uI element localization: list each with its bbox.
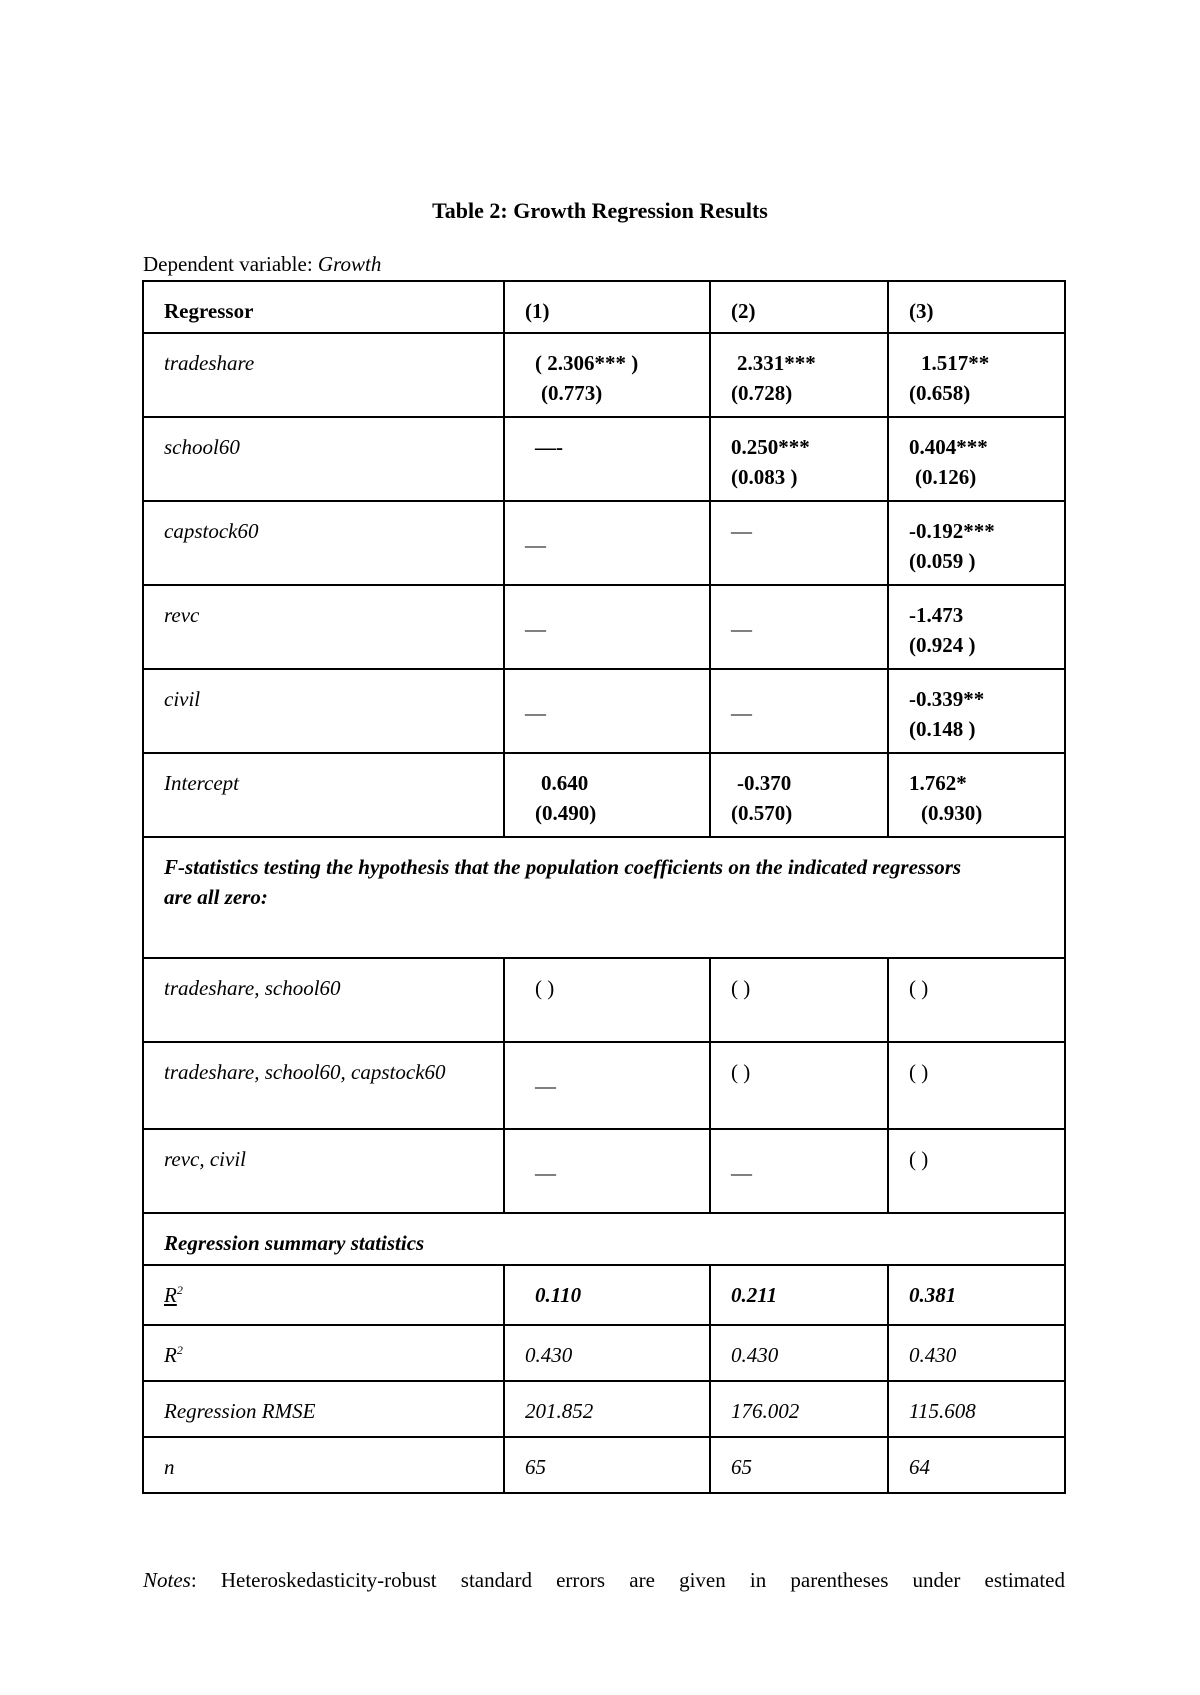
summary-label: n xyxy=(143,1437,504,1493)
summary-cell: 115.608 xyxy=(888,1381,1065,1437)
summary-label: Regression RMSE xyxy=(143,1381,504,1437)
notes-text: : Heteroskedasticity-robust standard errors are given in parentheses under estimated xyxy=(190,1568,1065,1592)
table-header-row xyxy=(143,281,1065,333)
summary-cell: 201.852 xyxy=(504,1381,710,1437)
coef-cell: — xyxy=(504,501,710,585)
coef-cell: — xyxy=(504,585,710,669)
regressor-name: capstock60 xyxy=(143,501,504,585)
fstat-cell: — xyxy=(504,1042,710,1129)
dependent-variable xyxy=(143,252,381,277)
table-row xyxy=(143,333,1065,417)
table-row xyxy=(143,501,1065,585)
coef-cell: — xyxy=(710,669,888,753)
table-row xyxy=(143,958,1065,1042)
summary-header-text: Regression summary statistics xyxy=(143,1213,1065,1265)
coef-cell: -0.192*** (0.059 ) xyxy=(888,501,1065,585)
table-row xyxy=(143,1042,1065,1129)
table-row xyxy=(143,1129,1065,1213)
coef-cell: — xyxy=(710,501,888,585)
coef-cell: 1.517** (0.658) xyxy=(888,333,1065,417)
fstat-cell: ( ) xyxy=(710,958,888,1042)
regression-table xyxy=(142,280,1066,1494)
header-col-2: (2) xyxy=(710,281,888,333)
header-regressor: Regressor xyxy=(143,281,504,333)
table-row xyxy=(143,1325,1065,1381)
coef-cell: 0.250*** (0.083 ) xyxy=(710,417,888,501)
coef-cell: — xyxy=(504,669,710,753)
summary-cell: 0.211 xyxy=(710,1265,888,1325)
header-col-3: (3) xyxy=(888,281,1065,333)
summary-label: $R^2$ xyxy=(143,1325,504,1381)
regressor-name: school60 xyxy=(143,417,504,501)
coef-cell: 0.404*** (0.126) xyxy=(888,417,1065,501)
table-notes xyxy=(143,1568,1065,1593)
regressor-name: tradeshare xyxy=(143,333,504,417)
summary-section-header xyxy=(143,1213,1065,1265)
fstat-regressors: tradeshare, school60 xyxy=(143,958,504,1042)
summary-cell: 0.430 xyxy=(504,1325,710,1381)
table-title: Table 2: Growth Regression Results xyxy=(432,198,768,223)
table-row xyxy=(143,1265,1065,1325)
fstat-cell: ( ) xyxy=(888,1042,1065,1129)
summary-cell: 0.430 xyxy=(710,1325,888,1381)
coef-cell: 0.640 (0.490) xyxy=(504,753,710,837)
summary-cell: 64 xyxy=(888,1437,1065,1493)
dependent-variable-label: Dependent variable: xyxy=(143,252,313,276)
coef-cell: 2.331*** (0.728) xyxy=(710,333,888,417)
dependent-variable-value: Growth xyxy=(317,252,382,276)
fstat-cell: ( ) xyxy=(504,958,710,1042)
coef-cell: -1.473 (0.924 ) xyxy=(888,585,1065,669)
coef-cell: -0.339** (0.148 ) xyxy=(888,669,1065,753)
summary-cell: 65 xyxy=(710,1437,888,1493)
summary-cell: 0.381 xyxy=(888,1265,1065,1325)
coef-cell: ( 2.306*** ) (0.773) xyxy=(504,333,710,417)
fstat-cell: — xyxy=(710,1129,888,1213)
fstat-regressors: revc, civil xyxy=(143,1129,504,1213)
table-row xyxy=(143,753,1065,837)
table-row xyxy=(143,585,1065,669)
fstat-regressors: tradeshare, school60, capstock60 xyxy=(143,1042,504,1129)
coef-cell: 1.762* (0.930) xyxy=(888,753,1065,837)
summary-cell: 65 xyxy=(504,1437,710,1493)
regressor-name: civil xyxy=(143,669,504,753)
table-row xyxy=(143,1381,1065,1437)
summary-cell: 0.430 xyxy=(888,1325,1065,1381)
summary-cell: 176.002 xyxy=(710,1381,888,1437)
table-row xyxy=(143,1437,1065,1493)
table-row xyxy=(143,669,1065,753)
coef-cell: -0.370 (0.570) xyxy=(710,753,888,837)
regressor-name: revc xyxy=(143,585,504,669)
fstat-cell: ( ) xyxy=(710,1042,888,1129)
summary-label: $R^2$ xyxy=(143,1265,504,1325)
fstat-cell: ( ) xyxy=(888,1129,1065,1213)
regressor-name: Intercept xyxy=(143,753,504,837)
coef-cell: —- xyxy=(504,417,710,501)
table-row xyxy=(143,417,1065,501)
coef-cell: — xyxy=(710,585,888,669)
notes-label: Notes xyxy=(143,1568,191,1592)
header-col-1: (1) xyxy=(504,281,710,333)
fstat-section-header xyxy=(143,837,1065,958)
fstat-header-text: F-statistics testing the hypothesis that the population coefficients on the indicated regressors are all zero: xyxy=(143,837,1065,958)
fstat-cell: — xyxy=(504,1129,710,1213)
summary-cell: 0.110 xyxy=(504,1265,710,1325)
fstat-cell: ( ) xyxy=(888,958,1065,1042)
